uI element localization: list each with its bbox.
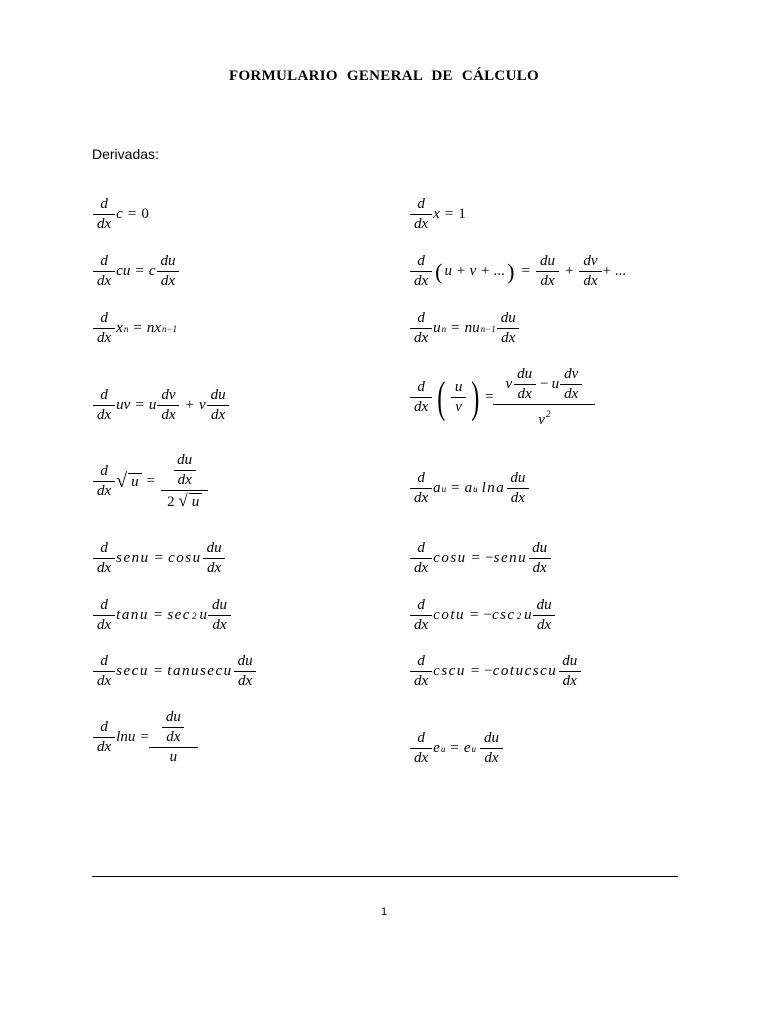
formula-derivative-product: $\frac{d}{dx}$ uv = u $\frac{dv}{dx}$ + v $\frac{du}{dx}$ (92, 387, 231, 424)
quotient-fraction: v $\frac{du}{dx}$ − u $\frac{dv}{dx}$ $v^2$ (499, 366, 589, 429)
formula-derivative-power: $\frac{d}{dx}$ x n = nx n−1 (92, 310, 177, 347)
formula-derivative-tangent: $\frac{d}{dx}$ tanu = sec 2 u $\frac{du}{dx}$ (92, 597, 232, 634)
formula-derivative-cosecant: $\frac{d}{dx}$ cscu = − cotucscu $\frac{du}{dx}$ (409, 653, 582, 690)
formula-derivative-sine: $\frac{d}{dx}$ senu = cosu $\frac{du}{dx}$ (92, 540, 227, 577)
d-dx-operator: $\frac{d}{dx}$ (410, 196, 432, 233)
formula-derivative-secant: $\frac{d}{dx}$ secu = tanusecu $\frac{du}{dx}$ (92, 653, 258, 690)
page-number: 1 (380, 906, 388, 918)
formula-derivative-power-chain: $\frac{d}{dx}$ u n = nu n−1 $\frac{du}{dx}$ (409, 310, 521, 347)
formula-derivative-cosine: $\frac{d}{dx}$ cosu = − senu $\frac{du}{dx}$ (409, 540, 552, 577)
d-dx-operator: $\frac{d}{dx}$ (93, 196, 115, 233)
formula-derivative-natural-log: $\frac{d}{dx}$ lnu = $\frac{\frac{du}{dx}}{u}$ (92, 709, 193, 766)
formula-derivative-constant-multiple: $\frac{d}{dx}$ cu = c $\frac{du}{dx}$ (92, 253, 180, 290)
formula-derivative-quotient: $\frac{d}{dx}$ ( $\frac{u}{v}$ ) = v $\frac{du}{dx}$ − u $\frac{dv}{dx}$ $v^2$ (409, 366, 590, 429)
formula-derivative-exponential-a: $\frac{d}{dx}$ a u = a u lna $\frac{du}{dx}$ (409, 470, 530, 507)
formula-derivative-exponential-e: $\frac{d}{dx}$ e u = e u $\frac{du}{dx}$ (409, 730, 504, 767)
page-title: FORMULARIO GENERAL DE CÁLCULO (229, 68, 539, 84)
formula-derivative-constant: $\frac{d}{dx}$ c = 0 (92, 196, 149, 233)
section-heading-derivadas: Derivadas: (92, 146, 159, 162)
formula-derivative-sum: $\frac{d}{dx}$ ( u + v + ... ) = $\frac{du}{dx}$ + $\frac{dv}{dx}$ + ... (409, 253, 631, 290)
formula-derivative-x: $\frac{d}{dx}$ x = 1 (409, 196, 466, 233)
footer-divider (92, 876, 678, 877)
formula-derivative-cotangent: $\frac{d}{dx}$ cotu = − csc 2 u $\frac{du}{dx}$ (409, 597, 557, 634)
formula-derivative-sqrt: $\frac{d}{dx}$ √ u = $\frac{\frac{du}{dx}}{2 √ u}$ (92, 452, 209, 511)
